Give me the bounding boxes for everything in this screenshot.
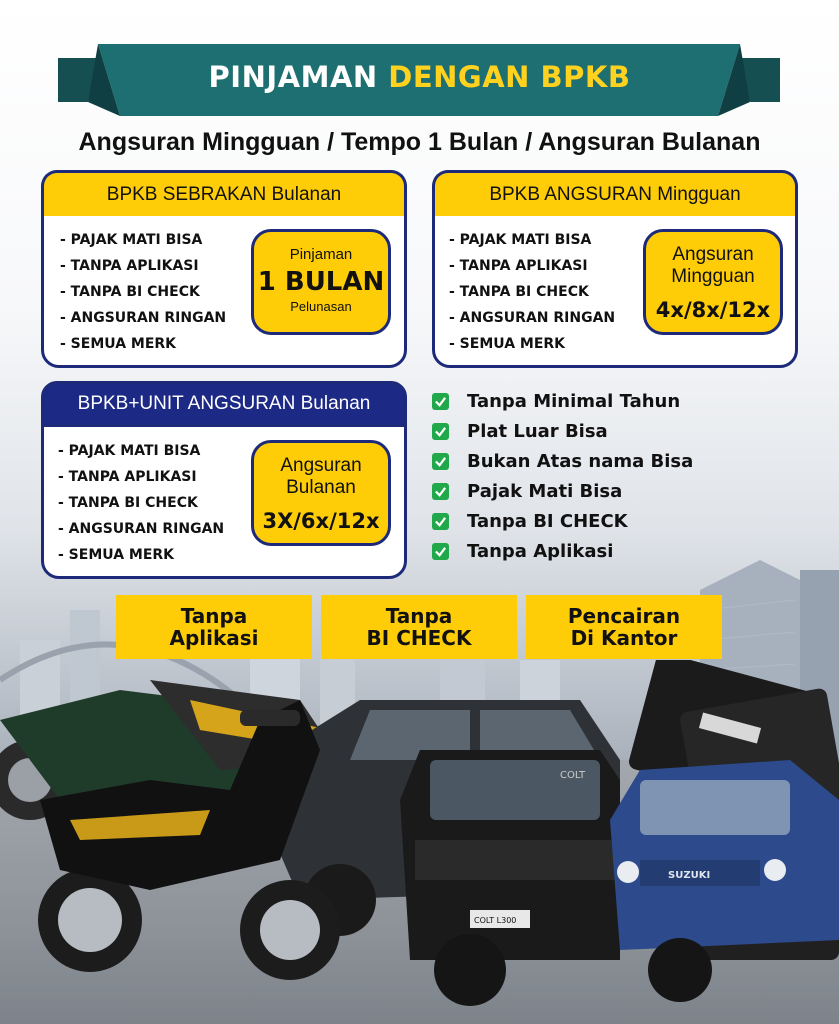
badge-line-2: Mingguan [671, 266, 755, 287]
box-tanpa-bi-check [321, 595, 517, 659]
list-item: - PAJAK MATI BISA [449, 232, 592, 248]
badge-line-2: Bulanan [286, 477, 356, 498]
badge-bottom: Pelunasan [290, 299, 352, 314]
list-item [432, 506, 693, 536]
card-unit-bulanan [41, 381, 407, 579]
check-icon [432, 543, 449, 560]
check-icon [432, 423, 449, 440]
list-item: - TANPA BI CHECK [60, 284, 200, 300]
benefit-checklist [432, 386, 693, 566]
list-item [432, 386, 693, 416]
list-item: - TANPA APLIKASI [58, 469, 197, 485]
feature-list [58, 438, 224, 568]
suzuki-grille-label: SUZUKI [668, 870, 711, 881]
list-item: - SEMUA MERK [58, 547, 175, 563]
badge-main: 1 BULAN [257, 267, 385, 297]
badge-main: 4x/8x/12x [655, 298, 771, 322]
feature-list [449, 227, 615, 357]
checklist-label: Tanpa Minimal Tahun [467, 390, 681, 412]
card-title: BPKB ANGSURAN Mingguan [432, 170, 798, 216]
colt-plate-label: COLT L300 [474, 916, 517, 925]
box-line-2: Di Kantor [570, 626, 678, 650]
list-item: - TANPA BI CHECK [58, 495, 198, 511]
list-item: - ANGSURAN RINGAN [449, 310, 616, 326]
checklist-label: Plat Luar Bisa [467, 420, 608, 442]
badge-main: 3X/6x/12x [262, 509, 380, 533]
box-tanpa-aplikasi [116, 595, 312, 659]
check-icon [432, 453, 449, 470]
card-title: BPKB SEBRAKAN Bulanan [41, 170, 407, 216]
list-item [432, 536, 693, 566]
checklist-label: Bukan Atas nama Bisa [467, 450, 694, 472]
installment-badge [251, 440, 391, 546]
title-part-1: PINJAMAN [208, 60, 389, 94]
list-item: - PAJAK MATI BISA [58, 443, 201, 459]
box-line-1: Pencairan [567, 604, 681, 628]
checklist-label: Pajak Mati Bisa [467, 480, 623, 502]
badge-line-1: Angsuran [672, 244, 754, 265]
list-item: - SEMUA MERK [449, 336, 566, 352]
list-item: - SEMUA MERK [60, 336, 177, 352]
feature-list [60, 227, 226, 357]
list-item: - TANPA APLIKASI [60, 258, 199, 274]
badge-top: Pinjaman [289, 246, 353, 263]
badge-line-1: Angsuran [280, 455, 362, 476]
page-subtitle: Angsuran Mingguan / Tempo 1 Bulan / Angsuran Bulanan [78, 128, 761, 156]
installment-badge [643, 229, 783, 335]
check-icon [432, 513, 449, 530]
box-line-2: Aplikasi [169, 626, 259, 650]
list-item [432, 446, 693, 476]
box-line-1: Tanpa [385, 604, 453, 628]
list-item: - TANPA BI CHECK [449, 284, 589, 300]
title-part-2: DENGAN BPKB [388, 60, 631, 94]
box-line-1: Tanpa [180, 604, 248, 628]
list-item: - PAJAK MATI BISA [60, 232, 203, 248]
loan-badge [251, 229, 391, 335]
box-pencairan-di-kantor [526, 595, 722, 659]
checklist-label: Tanpa BI CHECK [467, 510, 628, 532]
check-icon [432, 393, 449, 410]
list-item: - TANPA APLIKASI [449, 258, 588, 274]
card-sebrakan [41, 170, 407, 368]
colt-l300-truck [400, 750, 620, 1006]
card-mingguan [432, 170, 798, 368]
colt-grille-label: COLT [560, 770, 586, 781]
list-item: - ANGSURAN RINGAN [58, 521, 225, 537]
list-item [432, 416, 693, 446]
checklist-label: Tanpa Aplikasi [467, 540, 614, 562]
card-title: BPKB+UNIT ANGSURAN Bulanan [41, 381, 407, 427]
list-item: - ANGSURAN RINGAN [60, 310, 227, 326]
suzuki-pickup [610, 760, 839, 1002]
list-item [432, 476, 693, 506]
box-line-2: BI CHECK [366, 626, 472, 650]
vehicles-illustration [0, 660, 839, 1024]
page-title [0, 60, 839, 94]
check-icon [432, 483, 449, 500]
